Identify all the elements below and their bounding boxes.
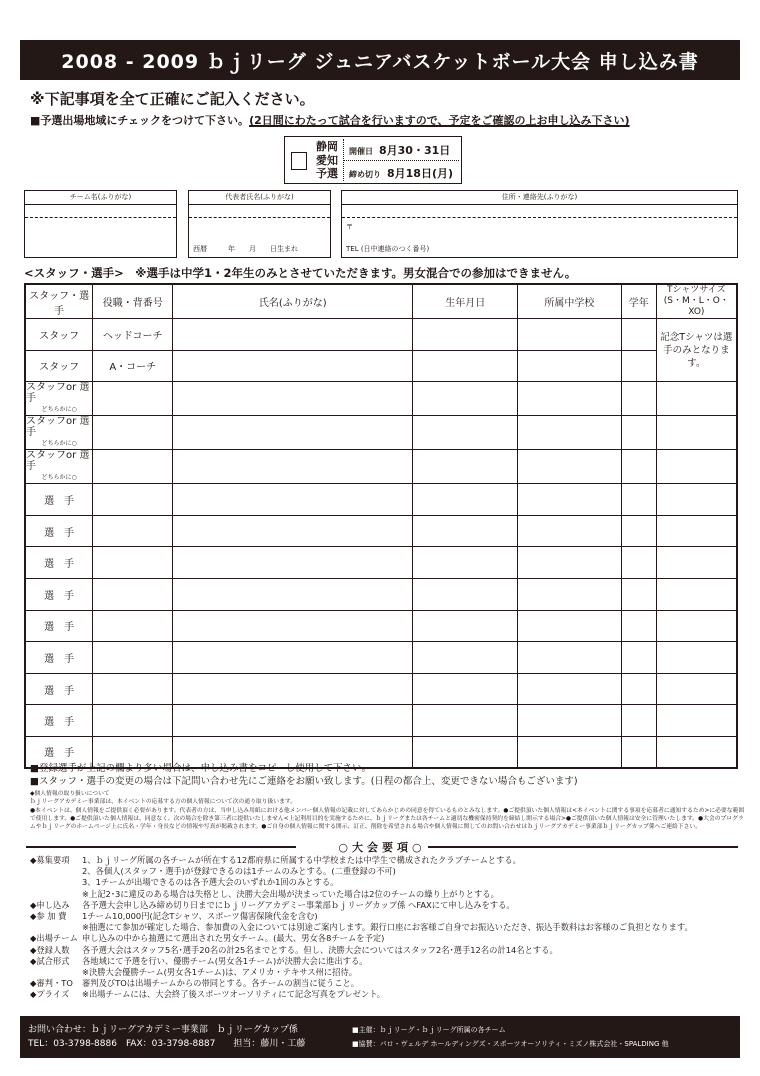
field-label: 住所・連絡先(ふりがな) xyxy=(342,191,737,205)
guidelines-heading xyxy=(26,840,738,854)
guideline-value: 各予選大会申し込み締め切り日までにｂｊリーグアカデミー事業部ｂｊリーグカップ係 へFAXにて申し込みをする。 xyxy=(82,899,515,910)
school-cell[interactable] xyxy=(518,673,622,705)
school-cell[interactable] xyxy=(518,578,622,610)
guideline-value: 2、各個人(スタッフ・選手)が登録できるのは1チームのみとする。(二重登録の不可) xyxy=(82,866,396,877)
name-cell[interactable] xyxy=(173,547,413,579)
guideline-value: ※出場チームには、大会終了後スポーツオーソリティにて記念写真をプレゼント。 xyxy=(82,989,386,1000)
sponsor-text: ■協賛：パロ・ヴェルデ ホールディングズ・スポーツオーソリティ・ミズノ株式会社・SPALDING 他 xyxy=(352,1040,669,1048)
guidelines-title: ○大会要項○ xyxy=(338,841,426,854)
row-role: ヘッドコーチ xyxy=(93,319,173,351)
role-cell[interactable] xyxy=(93,673,173,705)
guideline-item xyxy=(30,933,750,944)
row-type: 選 手 xyxy=(25,610,93,642)
tshirt-cell[interactable] xyxy=(656,515,737,547)
school-cell[interactable] xyxy=(518,450,622,484)
guideline-key: ◆プライズ xyxy=(30,989,70,1000)
role-cell[interactable] xyxy=(93,642,173,674)
row-type[interactable] xyxy=(25,382,93,416)
table-header xyxy=(25,284,737,319)
contact-phone: TEL：03-3798-8886 FAX：03-3798-8887 担当：藤川・工藤 xyxy=(28,1039,306,1049)
grade-cell[interactable] xyxy=(621,705,656,737)
grade-cell[interactable] xyxy=(621,673,656,705)
grade-cell[interactable] xyxy=(621,515,656,547)
tshirt-cell[interactable] xyxy=(656,705,737,737)
guideline-value: ※決勝大会優勝チーム(男女各1チーム)は、アメリカ・テキサス州に招待。 xyxy=(82,967,357,978)
grade-cell[interactable] xyxy=(621,382,656,416)
region-name: 静岡 xyxy=(316,140,338,153)
grade-cell[interactable] xyxy=(621,547,656,579)
school-cell[interactable] xyxy=(518,547,622,579)
table-row xyxy=(25,382,737,416)
tshirt-note: 記念Tシャツは選手のみとなります。 xyxy=(656,319,737,382)
name-cell[interactable] xyxy=(173,350,413,382)
tshirt-cell[interactable] xyxy=(656,610,737,642)
table-row xyxy=(25,547,737,579)
grade-cell[interactable] xyxy=(621,484,656,516)
tshirt-cell[interactable] xyxy=(656,416,737,450)
guideline-value: 各予選大会はスタッフ5名･選手20名の計25名までとする。但し、決勝大会についてはスタッフ2名･選手12名の計14名とする。 xyxy=(82,944,558,955)
guideline-item xyxy=(30,922,750,933)
name-cell[interactable] xyxy=(173,578,413,610)
school-cell[interactable] xyxy=(518,515,622,547)
col-header: スタッフ・選手 xyxy=(25,284,93,319)
table-row xyxy=(25,642,737,674)
table-row xyxy=(25,610,737,642)
address-field[interactable] xyxy=(341,190,738,258)
tshirt-cell[interactable] xyxy=(656,484,737,516)
guideline-item xyxy=(30,855,750,866)
guideline-value: 1、ｂｊリーグ所属の各チームが所在する12都府県に所属する中学校または中学生で構成されたクラブチームとする。 xyxy=(82,855,521,865)
privacy-body: ●本イベントは、個人情報をご提供頂く必要があります。代表者の方は、当申し込み用紙における他メンバー個人情報の記載に対してあらかじめの同意を得ているものとみなします。●ご提供頂いた個人情報は<本イベントに関する事項を応募者に通知するため>に必要な範囲で使用します。●ご提供頂いた個人情報は、同意なく、次の場合を除き第三者に提供いたしません<上記利用目的を実施するために、ｂｊリーグまたは各チームと適切な機密保持契約を締結し開示する場合>●ご提供頂いた個人情報は安全に管理いたします。●大会のプログラムやｂｊリーグのホームページ上に氏名・学年・身長などの情報や写真が掲載されます。●ご自身の個人情報に関する開示、訂正、削除を希望される場合や個人情報に関してのお問い合わせはｂｊリーグアカデミー事業部ｂｊリーグカップ係へご連絡下さい。 xyxy=(30,807,745,831)
field-label: 代表者氏名(ふりがな) xyxy=(189,191,330,205)
name-cell[interactable] xyxy=(173,416,413,450)
table-row xyxy=(25,673,737,705)
name-cell[interactable] xyxy=(173,673,413,705)
guideline-key: ◆募集要項 xyxy=(30,855,70,865)
col-header: 役職・背番号 xyxy=(93,284,173,319)
table-row xyxy=(25,319,737,351)
schedule-note: (2日間にわたって試合を行いますので、予定をご確認の上お申し込み下さい) xyxy=(249,114,630,127)
guideline-value: ※上記2･3に違反のある場合は失格とし、決勝大会出場が決まっていた場合は2位のチームの繰り上がりとする。 xyxy=(82,888,499,899)
row-type[interactable] xyxy=(25,416,93,450)
name-cell[interactable] xyxy=(173,450,413,484)
representative-field[interactable] xyxy=(188,190,331,258)
postal-label: 〒 xyxy=(346,223,353,231)
grade-cell[interactable] xyxy=(621,642,656,674)
role-cell[interactable] xyxy=(93,450,173,484)
tel-label: TEL (日中連絡のつく番号) xyxy=(346,245,430,253)
guideline-key: ◆審判・TO xyxy=(30,978,73,989)
school-cell[interactable] xyxy=(518,484,622,516)
tshirt-cell[interactable] xyxy=(656,578,737,610)
row-type: 選 手 xyxy=(25,547,93,579)
region-name: 愛知 xyxy=(316,153,338,167)
role-cell[interactable] xyxy=(93,484,173,516)
guideline-key: ◆出場チーム xyxy=(30,933,78,944)
birthdate-cell[interactable] xyxy=(413,610,518,642)
guideline-key: ◆試合形式 xyxy=(30,955,70,966)
name-cell[interactable] xyxy=(173,484,413,516)
birthdate-cell[interactable] xyxy=(413,705,518,737)
school-cell[interactable] xyxy=(518,705,622,737)
guideline-item xyxy=(30,967,750,978)
row-type: スタッフ xyxy=(25,319,93,351)
copy-note: ■登録選手が上記の欄より多い場合は、申し込み書をコピーし使用して下さい。 xyxy=(30,763,372,774)
col-header: 所属中学校 xyxy=(518,284,622,319)
field-label: チーム名(ふりがな) xyxy=(25,191,176,205)
school-cell[interactable] xyxy=(518,416,622,450)
guideline-value: 3、1チームが出場できるのは各予選大会のいずれか1回のみとする。 xyxy=(82,877,339,888)
role-cell[interactable] xyxy=(93,578,173,610)
grade-cell[interactable] xyxy=(621,350,656,382)
tshirt-header: Tシャツサイズ xyxy=(667,285,726,295)
roster-table xyxy=(24,283,738,769)
guideline-key xyxy=(30,922,82,933)
grade-cell[interactable] xyxy=(621,578,656,610)
row-type: 選 手 xyxy=(25,515,93,547)
name-cell[interactable] xyxy=(173,382,413,416)
table-row xyxy=(25,450,737,484)
bottom-notes xyxy=(30,762,578,788)
birthdate-cell[interactable] xyxy=(413,673,518,705)
table-row xyxy=(25,350,737,382)
guidelines xyxy=(30,855,750,1001)
guideline-key xyxy=(30,889,82,900)
school-cell[interactable] xyxy=(518,642,622,674)
tshirt-cell[interactable] xyxy=(656,547,737,579)
tshirt-cell[interactable] xyxy=(656,673,737,705)
tshirt-cell[interactable] xyxy=(656,642,737,674)
table-row xyxy=(25,515,737,547)
birthdate-cell[interactable] xyxy=(413,547,518,579)
either-label: スタッフor 選手 xyxy=(26,450,90,473)
row-type: 選 手 xyxy=(25,705,93,737)
date-label: 開催日 xyxy=(349,147,373,156)
region-selector xyxy=(284,136,462,184)
row-type: 選 手 xyxy=(25,736,93,768)
row-type[interactable] xyxy=(25,450,93,484)
school-cell[interactable] xyxy=(518,319,622,351)
col-header xyxy=(656,284,737,319)
guideline-value: ※抽選にて参加が確定した場合、参加費の入金については別途ご案内します。銀行口座にお客様ご自身でお振込いただき、振込手数料はお客様のご負担となります。 xyxy=(82,922,693,933)
grade-cell[interactable] xyxy=(621,319,656,351)
name-cell[interactable] xyxy=(173,610,413,642)
row-type: 選 手 xyxy=(25,578,93,610)
birthdate-label: 西暦 年 月 日生まれ xyxy=(193,245,298,253)
either-label: スタッフor 選手 xyxy=(26,382,90,405)
region-instruction xyxy=(30,112,630,128)
table-row xyxy=(25,578,737,610)
birthdate-cell[interactable] xyxy=(413,578,518,610)
guideline-item xyxy=(30,911,750,922)
privacy-intro: ｂｊリーグアカデミー事業部は、本イベントの応募する方の個人情報について次の通り取り扱います。 xyxy=(30,799,297,806)
contact-text: お問い合わせ：ｂｊリーグアカデミー事業部 ｂｊリーグカップ係 xyxy=(28,1025,298,1035)
guideline-key: ◆登録人数 xyxy=(30,944,70,955)
name-cell[interactable] xyxy=(173,705,413,737)
birthdate-cell[interactable] xyxy=(413,642,518,674)
team-name-field[interactable] xyxy=(24,190,177,258)
region-note: ■予選出場地域にチェックをつけて下さい。 xyxy=(30,114,250,127)
col-header: 氏名(ふりがな) xyxy=(173,284,413,319)
guideline-item xyxy=(30,956,750,967)
either-sub: どちらかに○ xyxy=(41,406,77,414)
form-title: 2008 - 2009 ｂｊリーグ ジュニアバスケットボール大会 申し込み書 xyxy=(20,40,740,80)
guideline-item xyxy=(30,900,750,911)
tshirt-sizes: (S・M・L・O・XO) xyxy=(663,296,729,317)
col-header: 生年月日 xyxy=(413,284,518,319)
deadline-label: 締め切り xyxy=(349,170,381,179)
guideline-key xyxy=(30,877,82,888)
role-cell[interactable] xyxy=(93,547,173,579)
guideline-item xyxy=(30,945,750,956)
school-cell[interactable] xyxy=(518,610,622,642)
role-cell[interactable] xyxy=(93,416,173,450)
table-row xyxy=(25,416,737,450)
guideline-item xyxy=(30,989,750,1000)
birthdate-cell[interactable] xyxy=(413,382,518,416)
grade-cell[interactable] xyxy=(621,416,656,450)
guideline-key: ◆参 加 費 xyxy=(30,911,67,922)
birthdate-cell[interactable] xyxy=(413,515,518,547)
school-cell[interactable] xyxy=(518,350,622,382)
guideline-item xyxy=(30,877,750,888)
grade-cell[interactable] xyxy=(621,450,656,484)
birthdate-cell[interactable] xyxy=(413,484,518,516)
guideline-value: 各地域にて予選を行い、優勝チーム(男女各1チーム)が決勝大会に進出する。 xyxy=(82,955,368,966)
region-checkbox[interactable] xyxy=(291,152,307,170)
birthdate-cell[interactable] xyxy=(413,350,518,382)
birthdate-cell[interactable] xyxy=(413,319,518,351)
table-row xyxy=(25,705,737,737)
instruction: ※下記事項を全て正確にご記入ください。 xyxy=(30,90,315,108)
tshirt-cell[interactable] xyxy=(656,382,737,416)
role-cell[interactable] xyxy=(93,610,173,642)
privacy-title: ◆個人情報の取り扱いについて xyxy=(30,791,110,797)
grade-cell[interactable] xyxy=(621,610,656,642)
row-type: 選 手 xyxy=(25,484,93,516)
contact-box xyxy=(20,1016,354,1058)
row-type: 選 手 xyxy=(25,642,93,674)
deadline-date: 8月18日(月) xyxy=(387,167,454,180)
grade-cell[interactable] xyxy=(621,736,656,768)
privacy-notice xyxy=(30,790,745,831)
event-date: 8月30・31日 xyxy=(379,144,451,157)
col-header: 学年 xyxy=(621,284,656,319)
guideline-item xyxy=(30,978,750,989)
either-label: スタッフor 選手 xyxy=(26,416,90,439)
guideline-item xyxy=(30,866,750,877)
guideline-value: 審判及びTOは出場チームからの帯同とする。各チームの割当に従うこと。 xyxy=(82,978,360,989)
sponsor-box xyxy=(344,1016,740,1058)
guideline-value: 1チーム10,000円(記念Tシャツ、スポーツ傷害保険代金を含む) xyxy=(82,911,318,922)
school-cell[interactable] xyxy=(518,382,622,416)
guideline-key xyxy=(30,866,82,877)
role-cell[interactable] xyxy=(93,382,173,416)
either-sub: どちらかに○ xyxy=(41,474,77,482)
change-note: ■スタッフ・選手の変更の場合は下記問い合わせ先にご連絡をお願い致します。(日程の都合上、変更できない場合もございます) xyxy=(30,776,578,787)
region-name: 予選 xyxy=(316,167,338,180)
staff-heading: <スタッフ・選手> ※選手は中学1・2年生のみとさせていただきます。男女混合での参加はできません。 xyxy=(24,266,577,280)
name-cell[interactable] xyxy=(173,319,413,351)
guideline-item xyxy=(30,889,750,900)
role-cell[interactable] xyxy=(93,515,173,547)
either-sub: どちらかに○ xyxy=(41,440,77,448)
name-cell[interactable] xyxy=(173,515,413,547)
host-text: ■主催：ｂｊリーグ・ｂｊリーグ所属の各チーム xyxy=(352,1026,506,1034)
birthdate-cell[interactable] xyxy=(413,416,518,450)
guideline-key xyxy=(30,967,82,978)
name-cell[interactable] xyxy=(173,642,413,674)
row-type: 選 手 xyxy=(25,673,93,705)
birthdate-cell[interactable] xyxy=(413,450,518,484)
guideline-value: 申し込みの中から抽選にて選出された男女チーム。(最大、男女各8チームを予定) xyxy=(82,933,385,944)
role-cell[interactable] xyxy=(93,705,173,737)
table-row xyxy=(25,484,737,516)
tshirt-cell[interactable] xyxy=(656,736,737,768)
tshirt-cell[interactable] xyxy=(656,450,737,484)
guideline-key: ◆申し込み xyxy=(30,899,70,910)
row-type: スタッフ xyxy=(25,350,93,382)
row-role: A・コーチ xyxy=(93,350,173,382)
